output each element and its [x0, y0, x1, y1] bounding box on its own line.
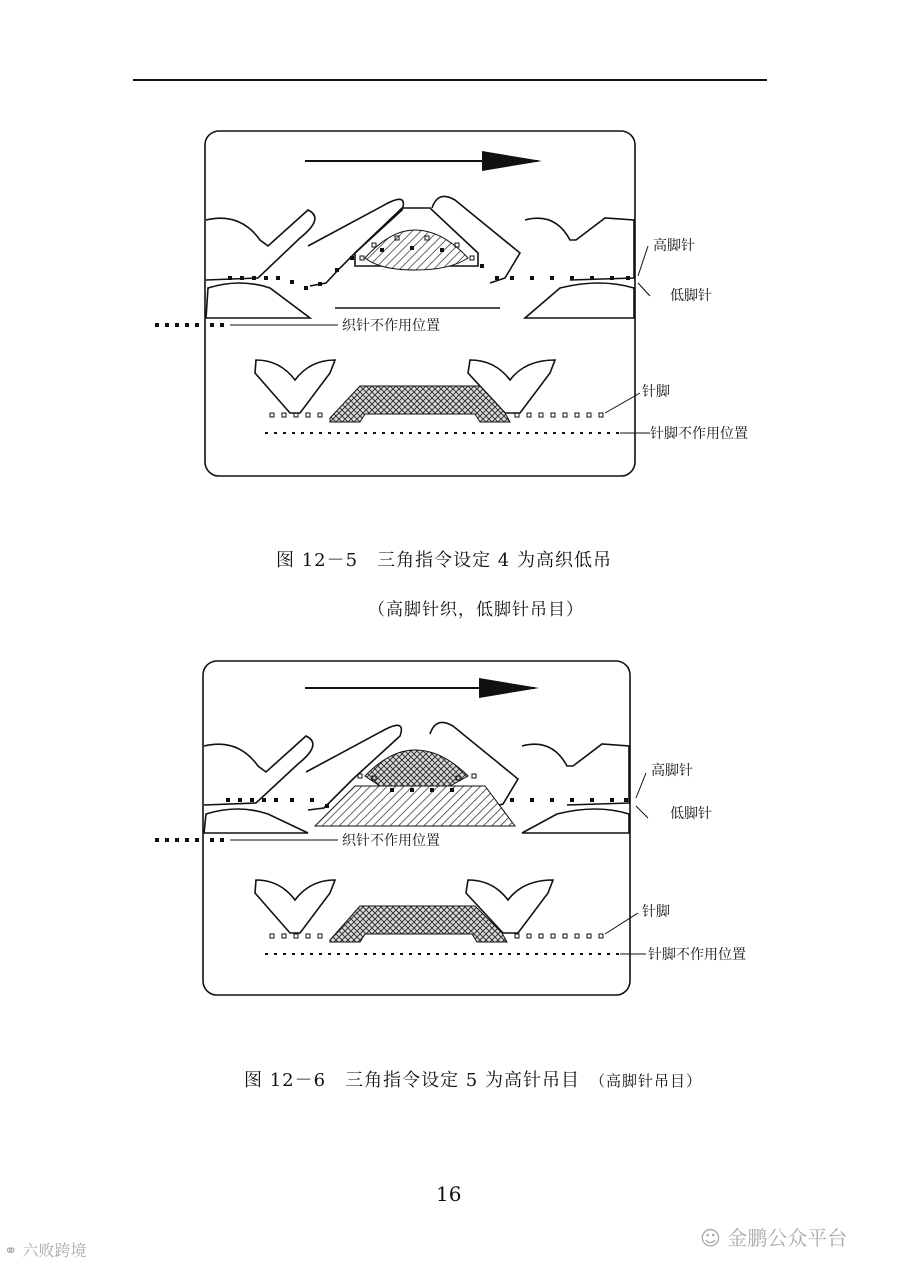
figure-2-caption [244, 1066, 702, 1092]
figure-1-subcaption: （高脚针织，低脚针吊目） [368, 600, 584, 620]
label-knit-inactive-2: 织针不作用位置 [342, 833, 440, 849]
lower-left-cam [255, 360, 335, 413]
label-butt-inactive: 针脚不作用位置 [650, 426, 748, 442]
wechat-icon: ☺ [700, 1226, 728, 1250]
tuck-cross-hatch-area [365, 750, 468, 786]
label-high-butt: 高脚针 [653, 238, 695, 254]
tuck-butt-cross-hatch-area [330, 906, 507, 942]
label-high-butt-2: 高脚针 [651, 763, 693, 779]
cam-diagram-figure-1 [150, 128, 790, 480]
header-rule [133, 79, 767, 81]
right-raising-cam [525, 218, 634, 280]
cam-diagram-figure-2 [150, 658, 790, 1000]
label-butt: 针脚 [642, 384, 670, 400]
watermark-right: ☺ 金鹏公众平台 [700, 1226, 848, 1250]
left-raising-cam [206, 210, 315, 280]
label-butt-2: 针脚 [642, 904, 670, 920]
label-butt-inactive-2: 针脚不作用位置 [648, 947, 746, 963]
butt-cross-hatch-area [330, 386, 510, 422]
label-knit-inactive: 织针不作用位置 [342, 318, 440, 334]
label-low-butt-2: 低脚针 [670, 806, 712, 822]
figure-2-subcaption: （高脚针吊目） [589, 1072, 702, 1090]
tuck-hatch-area [315, 786, 515, 826]
cam-box [205, 131, 635, 476]
left-lower-cam [206, 283, 310, 318]
watermark-left: ⚭ 六败跨境 [4, 1241, 87, 1260]
inactive-needle-track [155, 323, 224, 327]
right-lower-cam [525, 283, 634, 318]
link-icon: ⚭ [4, 1241, 23, 1260]
label-low-butt: 低脚针 [670, 288, 712, 304]
figure-2-caption-text: 图 12－6 三角指令设定 5 为高针吊目 [244, 1070, 580, 1091]
page-number: 16 [436, 1182, 462, 1206]
figure-1-caption: 图 12－5 三角指令设定 4 为高织低吊 [276, 550, 612, 571]
